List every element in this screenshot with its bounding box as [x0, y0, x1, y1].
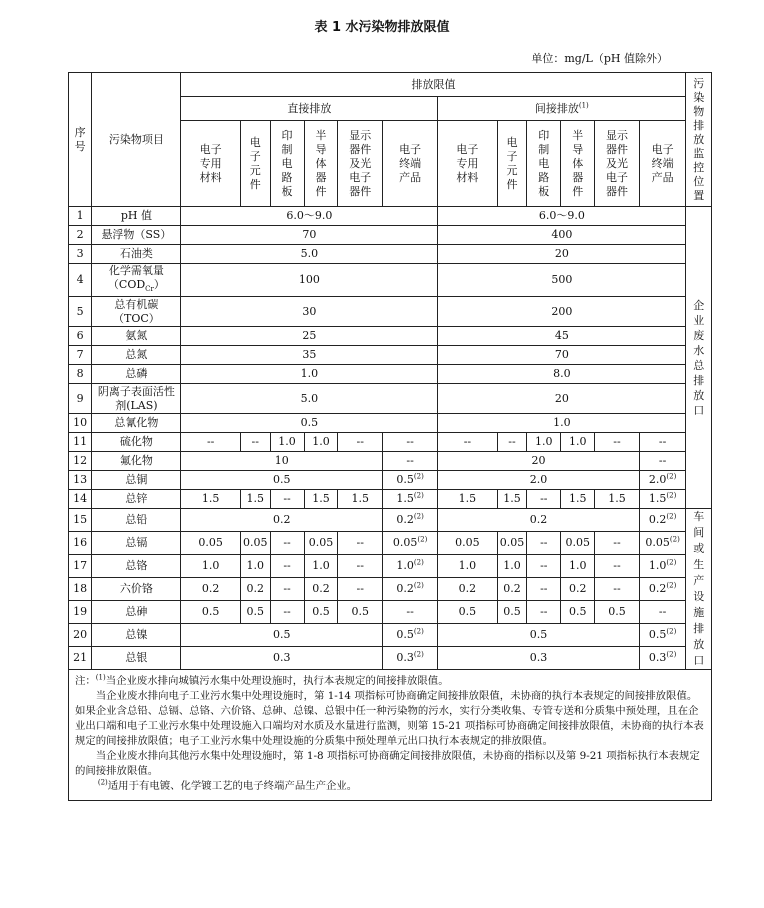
value-indirect-merged: 200: [438, 297, 686, 327]
value-direct-merged: 0.3: [181, 647, 383, 670]
value-direct-2: --: [270, 490, 304, 509]
pollutant-name: 总铅: [92, 509, 181, 532]
value-indirect-1: 0.5: [497, 601, 527, 624]
value-indirect-2: --: [527, 578, 561, 601]
value-indirect-0: 0.2: [438, 578, 497, 601]
value-direct-0: 1.5: [181, 490, 240, 509]
value-indirect-merged: 2.0: [438, 471, 640, 490]
col-header-i-2: 印制电路板: [527, 121, 561, 207]
table-row: [69, 346, 712, 365]
pollutant-name: 总氰化物: [92, 414, 181, 433]
row-no: 1: [69, 207, 92, 226]
value-indirect-4: 0.5: [595, 601, 640, 624]
col-header-d-2: 印制电路板: [270, 121, 304, 207]
value-direct-2: 1.0: [270, 433, 304, 452]
pollutant-name: 总镉: [92, 532, 181, 555]
table-row: [69, 384, 712, 414]
row-no: 3: [69, 245, 92, 264]
col-header-d-5: 电子终端产品: [383, 121, 438, 207]
value-direct-0: 0.05: [181, 532, 240, 555]
col-header-i-0: 电子专用材料: [438, 121, 497, 207]
value-direct-terminal: 0.5$^{(2)}$: [383, 624, 438, 647]
value-indirect-merged: 1.0: [438, 414, 686, 433]
note-1: 注：$^{(1)}$当企业废水排向城镇污水集中处理设施时，执行本表规定的间接排放限值。: [75, 673, 449, 688]
value-direct-merged: 10: [181, 452, 383, 471]
row-no: 19: [69, 601, 92, 624]
table-row: [69, 433, 712, 452]
table-row: [69, 327, 712, 346]
value-direct-4: --: [338, 555, 383, 578]
value-indirect-merged: 0.5: [438, 624, 640, 647]
value-direct-merged: 6.0～9.0: [181, 207, 438, 226]
value-indirect-merged: 20: [438, 452, 640, 471]
row-no: 8: [69, 365, 92, 384]
value-indirect-3: 0.5: [561, 601, 595, 624]
value-indirect-2: --: [527, 601, 561, 624]
row-no: 12: [69, 452, 92, 471]
value-indirect-merged: 8.0: [438, 365, 686, 384]
value-indirect-5: 1.0$^{(2)}$: [639, 555, 686, 578]
value-indirect-5: 0.2$^{(2)}$: [639, 578, 686, 601]
monitor-workshop: 车间或生产设施排放口: [686, 509, 712, 670]
value-indirect-5: --: [639, 601, 686, 624]
table-row: [69, 555, 712, 578]
note-2: $^{(2)}$适用于有电镀、化学镀工艺的电子终端产品生产企业。: [97, 778, 358, 793]
table-row: [69, 245, 712, 264]
value-direct-2: --: [270, 578, 304, 601]
value-indirect-4: --: [595, 532, 640, 555]
value-direct-1: 0.2: [240, 578, 270, 601]
pollutant-name: 总氮: [92, 346, 181, 365]
row-no: 20: [69, 624, 92, 647]
value-indirect-merged: 70: [438, 346, 686, 365]
value-indirect-0: 0.05: [438, 532, 497, 555]
value-indirect-terminal: 2.0$^{(2)}$: [639, 471, 686, 490]
row-no: 11: [69, 433, 92, 452]
value-direct-merged: 30: [181, 297, 438, 327]
row-no: 5: [69, 297, 92, 327]
pollutant-name: 硫化物: [92, 433, 181, 452]
value-direct-3: 0.2: [304, 578, 338, 601]
value-indirect-0: --: [438, 433, 497, 452]
pollutant-name: 悬浮物（SS）: [92, 226, 181, 245]
row-no: 13: [69, 471, 92, 490]
value-indirect-0: 1.0: [438, 555, 497, 578]
value-direct-merged: 1.0: [181, 365, 438, 384]
value-indirect-merged: 0.3: [438, 647, 640, 670]
header-direct: 直接排放: [181, 97, 438, 121]
value-indirect-5: 0.05$^{(2)}$: [639, 532, 686, 555]
pollutant-name: 总砷: [92, 601, 181, 624]
value-direct-3: 1.0: [304, 555, 338, 578]
value-indirect-merged: 20: [438, 384, 686, 414]
table-title: 表 1 水污染物排放限值: [314, 20, 450, 35]
value-indirect-4: --: [595, 555, 640, 578]
header-monitor-location: 污染物排放监控位置: [686, 73, 712, 207]
value-indirect-merged: 400: [438, 226, 686, 245]
value-direct-3: 1.0: [304, 433, 338, 452]
value-direct-terminal: 0.5$^{(2)}$: [383, 471, 438, 490]
value-direct-4: 1.5: [338, 490, 383, 509]
value-direct-1: 0.5: [240, 601, 270, 624]
table-row: [69, 509, 712, 532]
value-direct-5: --: [383, 601, 438, 624]
header-item: 污染物项目: [92, 73, 181, 207]
col-header-d-4: 显示器件及光电子器件: [338, 121, 383, 207]
row-no: 10: [69, 414, 92, 433]
value-indirect-merged: 500: [438, 264, 686, 297]
table-row: [69, 490, 712, 509]
table-row: [69, 452, 712, 471]
value-direct-0: 1.0: [181, 555, 240, 578]
value-indirect-0: 0.5: [438, 601, 497, 624]
value-direct-merged: 5.0: [181, 384, 438, 414]
pollutant-name: pH 值: [92, 207, 181, 226]
unit-label: 单位：mg/L（pH 值除外）: [531, 52, 668, 65]
row-no: 6: [69, 327, 92, 346]
value-direct-1: 1.5: [240, 490, 270, 509]
value-direct-5: --: [383, 433, 438, 452]
value-direct-4: --: [338, 578, 383, 601]
notes-row: [69, 670, 712, 801]
row-no: 17: [69, 555, 92, 578]
pollutant-name: 总锌: [92, 490, 181, 509]
col-header-i-4: 显示器件及光电子器件: [595, 121, 640, 207]
value-indirect-merged: 6.0～9.0: [438, 207, 686, 226]
pollutant-name: 阴离子表面活性剂(LAS): [92, 384, 181, 414]
value-indirect-merged: 45: [438, 327, 686, 346]
value-direct-merged: 100: [181, 264, 438, 297]
value-direct-1: --: [240, 433, 270, 452]
pollutant-name: 氨氮: [92, 327, 181, 346]
value-indirect-merged: 0.2: [438, 509, 640, 532]
col-header-i-1: 电子元件: [497, 121, 527, 207]
value-direct-3: 0.05: [304, 532, 338, 555]
table-row: [69, 297, 712, 327]
table-row: [69, 264, 712, 297]
table-row: [69, 207, 712, 226]
row-no: 14: [69, 490, 92, 509]
table-row: [69, 471, 712, 490]
pollutant-name: 总磷: [92, 365, 181, 384]
value-indirect-4: 1.5: [595, 490, 640, 509]
value-direct-5: 1.0$^{(2)}$: [383, 555, 438, 578]
value-indirect-3: 1.5: [561, 490, 595, 509]
header-discharge-limit: 排放限值: [181, 73, 686, 97]
value-indirect-1: 0.2: [497, 578, 527, 601]
value-indirect-1: 0.05: [497, 532, 527, 555]
value-indirect-3: 0.2: [561, 578, 595, 601]
col-header-d-1: 电子元件: [240, 121, 270, 207]
value-indirect-terminal: --: [639, 452, 686, 471]
emission-limits-table: [68, 72, 712, 801]
value-direct-4: 0.5: [338, 601, 383, 624]
table-row: [69, 226, 712, 245]
pollutant-name: 总镍: [92, 624, 181, 647]
row-no: 4: [69, 264, 92, 297]
value-direct-2: --: [270, 532, 304, 555]
col-header-i-5: 电子终端产品: [639, 121, 686, 207]
value-indirect-terminal: 0.5$^{(2)}$: [639, 624, 686, 647]
value-direct-5: 0.05$^{(2)}$: [383, 532, 438, 555]
col-header-d-3: 半导体器件: [304, 121, 338, 207]
pollutant-name: 六价铬: [92, 578, 181, 601]
table-row: [69, 578, 712, 601]
notes-cell: [69, 670, 712, 801]
value-direct-5: 1.5$^{(2)}$: [383, 490, 438, 509]
value-direct-merged: 25: [181, 327, 438, 346]
value-direct-3: 0.5: [304, 601, 338, 624]
value-direct-5: 0.2$^{(2)}$: [383, 578, 438, 601]
value-indirect-3: 1.0: [561, 555, 595, 578]
pollutant-name: 总有机碳（TOC）: [92, 297, 181, 327]
value-direct-2: --: [270, 601, 304, 624]
pollutant-name: 化学需氧量$(COD_{Cr})$: [92, 264, 181, 297]
row-no: 7: [69, 346, 92, 365]
value-direct-0: 0.2: [181, 578, 240, 601]
value-direct-merged: 5.0: [181, 245, 438, 264]
value-direct-terminal: --: [383, 452, 438, 471]
value-direct-merged: 0.5: [181, 414, 438, 433]
table-row: [69, 647, 712, 670]
value-indirect-terminal: 0.2$^{(2)}$: [639, 509, 686, 532]
table-row: [69, 624, 712, 647]
row-no: 2: [69, 226, 92, 245]
value-indirect-3: 0.05: [561, 532, 595, 555]
value-direct-4: --: [338, 433, 383, 452]
value-indirect-merged: 20: [438, 245, 686, 264]
row-no: 15: [69, 509, 92, 532]
pollutant-name: 石油类: [92, 245, 181, 264]
table-row: [69, 365, 712, 384]
value-direct-merged: 70: [181, 226, 438, 245]
table-row: [69, 414, 712, 433]
header-no: 序号: [69, 73, 92, 207]
value-direct-0: 0.5: [181, 601, 240, 624]
value-indirect-2: --: [527, 555, 561, 578]
pollutant-name: 总铬: [92, 555, 181, 578]
value-direct-terminal: 0.3$^{(2)}$: [383, 647, 438, 670]
value-direct-merged: 0.5: [181, 624, 383, 647]
value-direct-merged: 0.5: [181, 471, 383, 490]
row-no: 21: [69, 647, 92, 670]
value-direct-1: 1.0: [240, 555, 270, 578]
value-indirect-5: --: [639, 433, 686, 452]
value-direct-merged: 0.2: [181, 509, 383, 532]
table-row: [69, 601, 712, 624]
note-paragraph-2: 当企业废水排向电子工业污水集中处理设施时，第 1-14 项指标可协商确定间接排放限值，未协商的执行本表规定的间接排放限值。如果企业含总铅、总镉、总铬、六价铬、总砷、总镍、总银中任一种污染物的污水，实行分类收集、专管专送和分质集中预处理，且在企业出口端和电子工业污水集中处理设施入口端均对水质及水量进行监测，则第 15-21 项指标可协商确定间接排放限值，未协商的执行本表规定的间接排放限值；电子工业污水集中处理设施的分质集中预处理单元出口执行本表规定的排放限值。: [75, 690, 704, 748]
value-indirect-4: --: [595, 578, 640, 601]
pollutant-name: 总银: [92, 647, 181, 670]
value-direct-1: 0.05: [240, 532, 270, 555]
value-indirect-1: --: [497, 433, 527, 452]
pollutant-name: 总铜: [92, 471, 181, 490]
value-indirect-3: 1.0: [561, 433, 595, 452]
note-paragraph-3: 当企业废水排向其他污水集中处理设施时，第 1-8 项指标可协商确定间接排放限值，未协商的指标以及第 9-21 项指标执行本表规定的间接排放限值。: [75, 750, 700, 778]
value-indirect-2: 1.0: [527, 433, 561, 452]
value-direct-terminal: 0.2$^{(2)}$: [383, 509, 438, 532]
row-no: 18: [69, 578, 92, 601]
value-direct-0: --: [181, 433, 240, 452]
value-indirect-5: 1.5$^{(2)}$: [639, 490, 686, 509]
value-direct-merged: 35: [181, 346, 438, 365]
value-direct-4: --: [338, 532, 383, 555]
row-no: 9: [69, 384, 92, 414]
value-indirect-terminal: 0.3$^{(2)}$: [639, 647, 686, 670]
value-indirect-1: 1.5: [497, 490, 527, 509]
monitor-enterprise: 企业废水总排放口: [686, 207, 712, 509]
header-indirect: 间接排放$^{(1)}$: [438, 97, 686, 121]
col-header-d-0: 电子专用材料: [181, 121, 240, 207]
row-no: 16: [69, 532, 92, 555]
pollutant-name: 氟化物: [92, 452, 181, 471]
table-row: [69, 532, 712, 555]
value-indirect-1: 1.0: [497, 555, 527, 578]
value-direct-2: --: [270, 555, 304, 578]
value-indirect-2: --: [527, 532, 561, 555]
value-indirect-2: --: [527, 490, 561, 509]
col-header-i-3: 半导体器件: [561, 121, 595, 207]
value-indirect-4: --: [595, 433, 640, 452]
value-indirect-0: 1.5: [438, 490, 497, 509]
value-direct-3: 1.5: [304, 490, 338, 509]
